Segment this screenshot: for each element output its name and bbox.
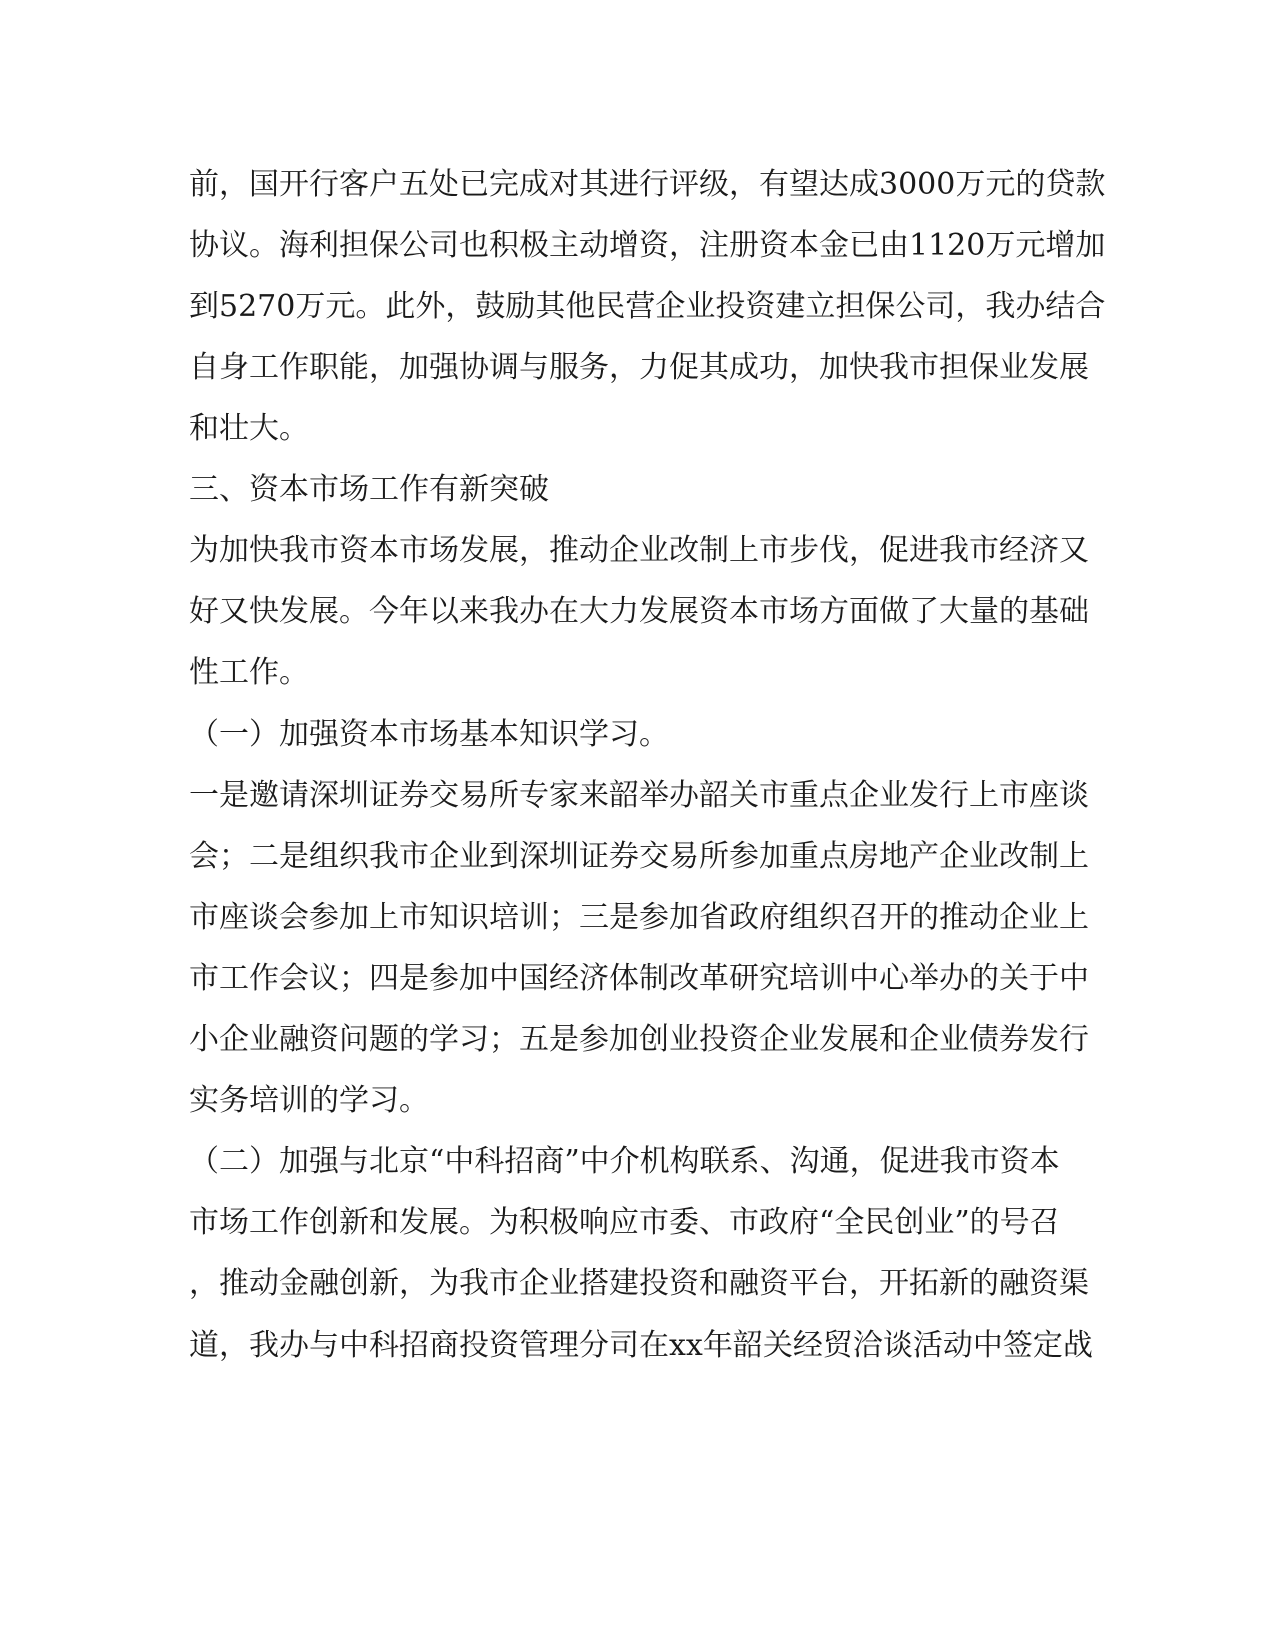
paragraph-line: 为加快我市资本市场发展，推动企业改制上市步伐，促进我市经济又 <box>189 533 1089 568</box>
section-heading: 三、资本市场工作有新突破 <box>189 472 549 507</box>
paragraph-line: 好又快发展。今年以来我办在大力发展资本市场方面做了大量的基础 <box>189 594 1089 629</box>
subsection-heading: （一）加强资本市场基本知识学习。 <box>189 717 669 752</box>
paragraph-line: 协议。海利担保公司也积极主动增资，注册资本金已由1120万元增加 <box>189 228 1106 263</box>
paragraph-line: 小企业融资问题的学习；五是参加创业投资企业发展和企业债券发行 <box>189 1022 1089 1057</box>
paragraph-line: 会；二是组织我市企业到深圳证券交易所参加重点房地产企业改制上 <box>189 839 1089 874</box>
paragraph-line: 道，我办与中科招商投资管理分司在xx年韶关经贸洽谈活动中签定战 <box>189 1328 1093 1363</box>
paragraph-line: 和壮大。 <box>189 411 309 446</box>
paragraph-line: 市场工作创新和发展。为积极响应市委、市政府“全民创业”的号召 <box>189 1205 1060 1240</box>
paragraph-line: 自身工作职能，加强协调与服务，力促其成功，加快我市担保业发展 <box>189 350 1089 385</box>
paragraph-line: 市工作会议；四是参加中国经济体制改革研究培训中心举办的关于中 <box>189 961 1089 996</box>
paragraph-line: 到5270万元。此外，鼓励其他民营企业投资建立担保公司，我办结合 <box>189 289 1106 324</box>
paragraph-line: 一是邀请深圳证券交易所专家来韶举办韶关市重点企业发行上市座谈 <box>189 778 1089 813</box>
paragraph-line: 前，国开行客户五处已完成对其进行评级，有望达成3000万元的贷款 <box>189 167 1106 202</box>
paragraph-line: 性工作。 <box>189 655 309 690</box>
paragraph-line: 市座谈会参加上市知识培训；三是参加省政府组织召开的推动企业上 <box>189 900 1089 935</box>
paragraph-line: ，推动金融创新，为我市企业搭建投资和融资平台，开拓新的融资渠 <box>189 1266 1089 1301</box>
paragraph-line: 实务培训的学习。 <box>189 1083 429 1118</box>
subsection-heading: （二）加强与北京“中科招商”中介机构联系、沟通，促进我市资本 <box>189 1144 1060 1179</box>
